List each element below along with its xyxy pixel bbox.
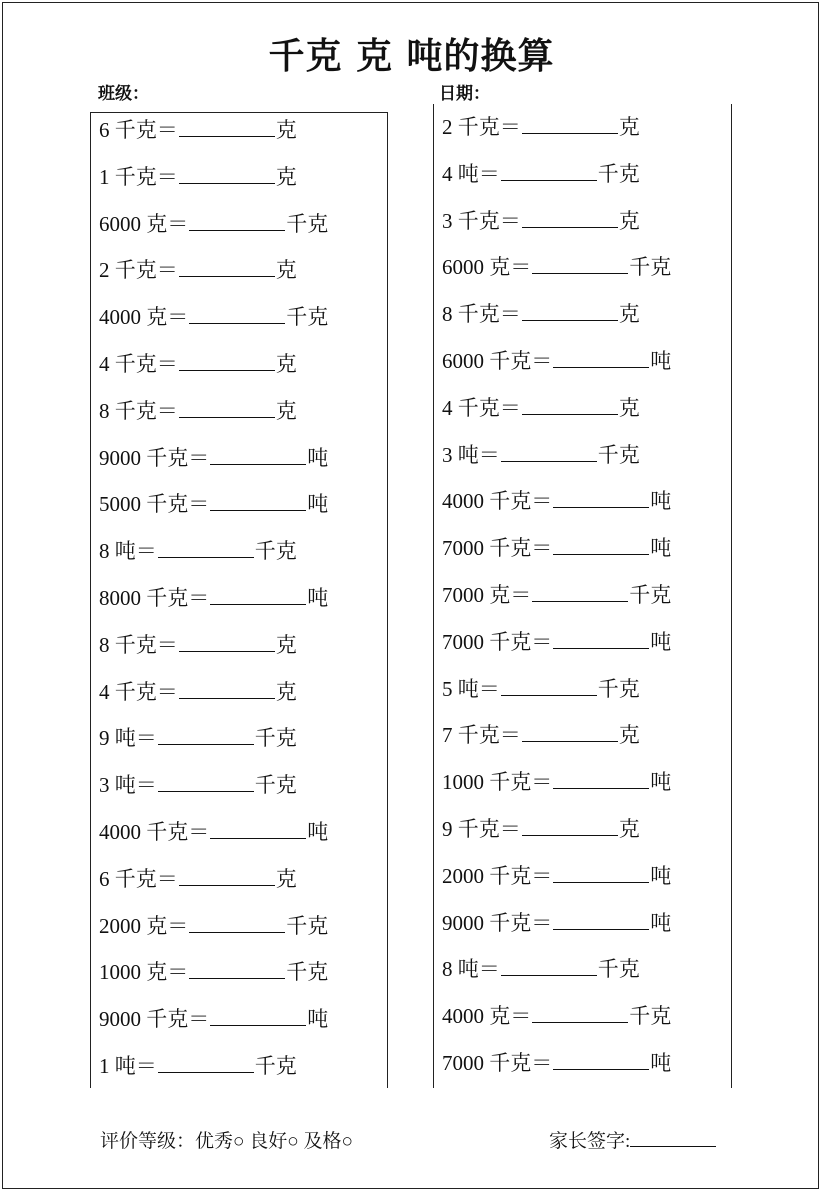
exercise-question: 6000 克＝ <box>99 211 189 236</box>
answer-blank[interactable] <box>501 955 597 976</box>
exercise-item <box>99 814 328 861</box>
right-exercise-list <box>442 109 671 1092</box>
answer-blank[interactable] <box>522 815 618 836</box>
exercise-item <box>442 577 671 624</box>
exercise-item <box>442 671 671 718</box>
answer-blank[interactable] <box>553 768 649 789</box>
exercise-question: 5000 千克＝ <box>99 492 210 517</box>
exercise-unit: 克 <box>618 395 640 420</box>
exercise-item <box>442 905 671 952</box>
exercise-unit: 克 <box>618 816 640 841</box>
exercise-item <box>442 717 671 764</box>
answer-blank[interactable] <box>179 678 275 699</box>
exercise-question: 4000 千克＝ <box>442 489 553 514</box>
exercise-unit: 千克 <box>286 913 329 938</box>
exercise-question: 5 吨＝ <box>442 676 500 701</box>
exercise-item <box>99 346 328 393</box>
exercise-item <box>99 908 328 955</box>
signature-label: 家长签字: <box>549 1131 631 1152</box>
answer-blank[interactable] <box>501 675 597 696</box>
exercise-item <box>99 720 328 767</box>
exercise-unit: 吨 <box>307 585 329 610</box>
exercise-question: 1000 克＝ <box>99 960 189 985</box>
exercise-question: 6000 克＝ <box>442 255 532 280</box>
exercise-question: 8000 千克＝ <box>99 585 210 610</box>
exercise-item <box>442 483 671 530</box>
answer-blank[interactable] <box>210 444 306 465</box>
answer-blank[interactable] <box>553 862 649 883</box>
exercise-unit: 克 <box>618 723 640 748</box>
answer-blank[interactable] <box>189 912 285 933</box>
answer-blank[interactable] <box>210 584 306 605</box>
exercise-unit: 千克 <box>286 305 329 330</box>
exercise-question: 4 千克＝ <box>442 395 521 420</box>
exercise-unit: 千克 <box>254 539 297 564</box>
exercise-unit: 吨 <box>650 489 672 514</box>
exercise-unit: 吨 <box>650 910 672 935</box>
exercise-question: 8 千克＝ <box>99 632 178 657</box>
exercise-item <box>442 296 671 343</box>
exercise-question: 2000 克＝ <box>99 913 189 938</box>
exercise-item <box>442 1045 671 1092</box>
exercise-question: 3 千克＝ <box>442 208 521 233</box>
exercise-question: 3 吨＝ <box>442 442 500 467</box>
left-col-right-border <box>387 112 388 1088</box>
exercise-question: 4000 克＝ <box>99 305 189 330</box>
exercise-question: 6 千克＝ <box>99 866 178 891</box>
exercise-question: 1 吨＝ <box>99 1053 157 1078</box>
exercise-item <box>442 530 671 577</box>
answer-blank[interactable] <box>189 958 285 979</box>
exercise-question: 7000 千克＝ <box>442 629 553 654</box>
exercise-question: 8 千克＝ <box>99 398 178 423</box>
answer-blank[interactable] <box>210 1005 306 1026</box>
exercise-item <box>442 203 671 250</box>
exercise-unit: 千克 <box>254 726 297 751</box>
exercise-item <box>99 393 328 440</box>
exercise-item <box>442 343 671 390</box>
exercise-item <box>442 764 671 811</box>
exercise-question: 7 千克＝ <box>442 723 521 748</box>
exercise-item <box>99 954 328 1001</box>
exercise-item <box>442 951 671 998</box>
answer-blank[interactable] <box>158 1052 254 1073</box>
exercise-question: 4 千克＝ <box>99 351 178 376</box>
exercise-unit: 克 <box>618 302 640 327</box>
exercise-question: 2 千克＝ <box>442 115 521 139</box>
exercise-unit: 克 <box>275 258 297 283</box>
exercise-item <box>99 252 328 299</box>
exercise-unit: 吨 <box>307 445 329 470</box>
exercise-question: 4000 克＝ <box>442 1004 532 1029</box>
exercise-question: 9 千克＝ <box>442 816 521 841</box>
answer-blank[interactable] <box>553 628 649 649</box>
exercise-unit: 千克 <box>629 255 672 280</box>
answer-blank[interactable] <box>501 441 597 462</box>
exercise-unit: 克 <box>275 866 297 891</box>
exercise-unit: 千克 <box>254 1053 297 1078</box>
left-col-left-border <box>90 112 91 1088</box>
exercise-item <box>99 627 328 674</box>
exercise-item <box>442 109 671 156</box>
exercise-unit: 吨 <box>650 863 672 888</box>
exercise-question: 8 千克＝ <box>442 302 521 327</box>
exercise-item <box>99 861 328 908</box>
answer-blank[interactable] <box>522 300 618 321</box>
exercise-unit: 克 <box>275 398 297 423</box>
exercise-item <box>99 1048 328 1095</box>
page-title: 千克 克 吨的换算 <box>268 36 555 77</box>
answer-blank[interactable] <box>158 537 254 558</box>
exercise-question: 7000 千克＝ <box>442 1050 553 1075</box>
exercise-item <box>442 998 671 1045</box>
exercise-question: 1000 千克＝ <box>442 770 553 795</box>
exercise-unit: 吨 <box>307 1007 329 1032</box>
exercise-question: 4 吨＝ <box>442 161 500 186</box>
answer-blank[interactable] <box>179 350 275 371</box>
answer-blank[interactable] <box>179 116 275 137</box>
answer-blank[interactable] <box>532 253 628 274</box>
exercise-unit: 吨 <box>650 536 672 561</box>
exercise-question: 3 吨＝ <box>99 773 157 798</box>
answer-blank[interactable] <box>553 347 649 368</box>
exercise-unit: 克 <box>275 164 297 189</box>
exercise-unit: 千克 <box>597 161 640 186</box>
right-col-left-border <box>433 104 434 1088</box>
exercise-item <box>99 533 328 580</box>
answer-blank[interactable] <box>501 160 597 181</box>
exercise-question: 2000 千克＝ <box>442 863 553 888</box>
exercise-unit: 克 <box>275 679 297 704</box>
exercise-item <box>99 440 328 487</box>
exercise-question: 4000 千克＝ <box>99 819 210 844</box>
answer-blank[interactable] <box>532 1002 628 1023</box>
exercise-unit: 千克 <box>286 211 329 236</box>
exercise-item <box>99 112 328 159</box>
exercise-unit: 千克 <box>629 582 672 607</box>
answer-blank[interactable] <box>522 721 618 742</box>
exercise-unit: 千克 <box>254 773 297 798</box>
answer-blank[interactable] <box>553 909 649 930</box>
answer-blank[interactable] <box>179 865 275 886</box>
exercise-unit: 克 <box>618 208 640 233</box>
exercise-item <box>99 1001 328 1048</box>
right-col-right-border <box>731 104 732 1088</box>
exercise-unit: 吨 <box>307 492 329 517</box>
answer-blank[interactable] <box>553 1049 649 1070</box>
exercise-unit: 千克 <box>629 1004 672 1029</box>
answer-blank[interactable] <box>210 818 306 839</box>
rating-line: 评价等级：优秀○ 良好○ 及格○ <box>100 1131 353 1152</box>
exercise-unit: 千克 <box>597 442 640 467</box>
exercise-question: 6 千克＝ <box>99 118 178 142</box>
left-exercise-list <box>99 112 328 1095</box>
answer-blank[interactable] <box>522 394 618 415</box>
exercise-item <box>442 811 671 858</box>
answer-blank[interactable] <box>179 631 275 652</box>
signature-line <box>549 1126 716 1153</box>
answer-blank[interactable] <box>553 487 649 508</box>
answer-blank[interactable] <box>210 490 306 511</box>
exercise-question: 2 千克＝ <box>99 258 178 283</box>
answer-blank[interactable] <box>158 771 254 792</box>
exercise-item <box>99 767 328 814</box>
exercise-question: 9000 千克＝ <box>442 910 553 935</box>
exercise-question: 7000 克＝ <box>442 582 532 607</box>
exercise-question: 8 吨＝ <box>442 957 500 982</box>
exercise-question: 6000 千克＝ <box>442 348 553 373</box>
exercise-item <box>99 486 328 533</box>
exercise-question: 7000 千克＝ <box>442 536 553 561</box>
exercise-item <box>442 156 671 203</box>
exercise-unit: 克 <box>618 115 640 139</box>
exercise-unit: 吨 <box>650 1050 672 1075</box>
exercise-unit: 吨 <box>650 629 672 654</box>
exercise-item <box>442 858 671 905</box>
exercise-unit: 千克 <box>597 676 640 701</box>
answer-blank[interactable] <box>189 210 285 231</box>
exercise-item <box>99 206 328 253</box>
answer-blank[interactable] <box>522 207 618 228</box>
answer-blank[interactable] <box>553 534 649 555</box>
date-label: 日期： <box>439 84 490 104</box>
answer-blank[interactable] <box>189 303 285 324</box>
answer-blank[interactable] <box>179 397 275 418</box>
answer-blank[interactable] <box>158 724 254 745</box>
signature-blank[interactable] <box>630 1128 716 1147</box>
exercise-question: 9000 千克＝ <box>99 1007 210 1032</box>
exercise-item <box>442 249 671 296</box>
exercise-item <box>99 299 328 346</box>
exercise-question: 9 吨＝ <box>99 726 157 751</box>
answer-blank[interactable] <box>179 256 275 277</box>
exercise-question: 1 千克＝ <box>99 164 178 189</box>
exercise-item <box>442 624 671 671</box>
answer-blank[interactable] <box>179 163 275 184</box>
answer-blank[interactable] <box>532 581 628 602</box>
exercise-unit: 克 <box>275 632 297 657</box>
exercise-unit: 吨 <box>307 819 329 844</box>
exercise-unit: 吨 <box>650 348 672 373</box>
exercise-unit: 千克 <box>597 957 640 982</box>
exercise-question: 9000 千克＝ <box>99 445 210 470</box>
exercise-unit: 克 <box>275 351 297 376</box>
class-label: 班级： <box>98 84 149 104</box>
exercise-question: 4 千克＝ <box>99 679 178 704</box>
exercise-question: 8 吨＝ <box>99 539 157 564</box>
answer-blank[interactable] <box>522 113 618 134</box>
exercise-unit: 千克 <box>286 960 329 985</box>
exercise-item <box>99 580 328 627</box>
exercise-unit: 克 <box>275 118 297 142</box>
exercise-unit: 吨 <box>650 770 672 795</box>
exercise-item <box>442 437 671 484</box>
exercise-item <box>99 159 328 206</box>
exercise-item <box>99 674 328 721</box>
exercise-item <box>442 390 671 437</box>
